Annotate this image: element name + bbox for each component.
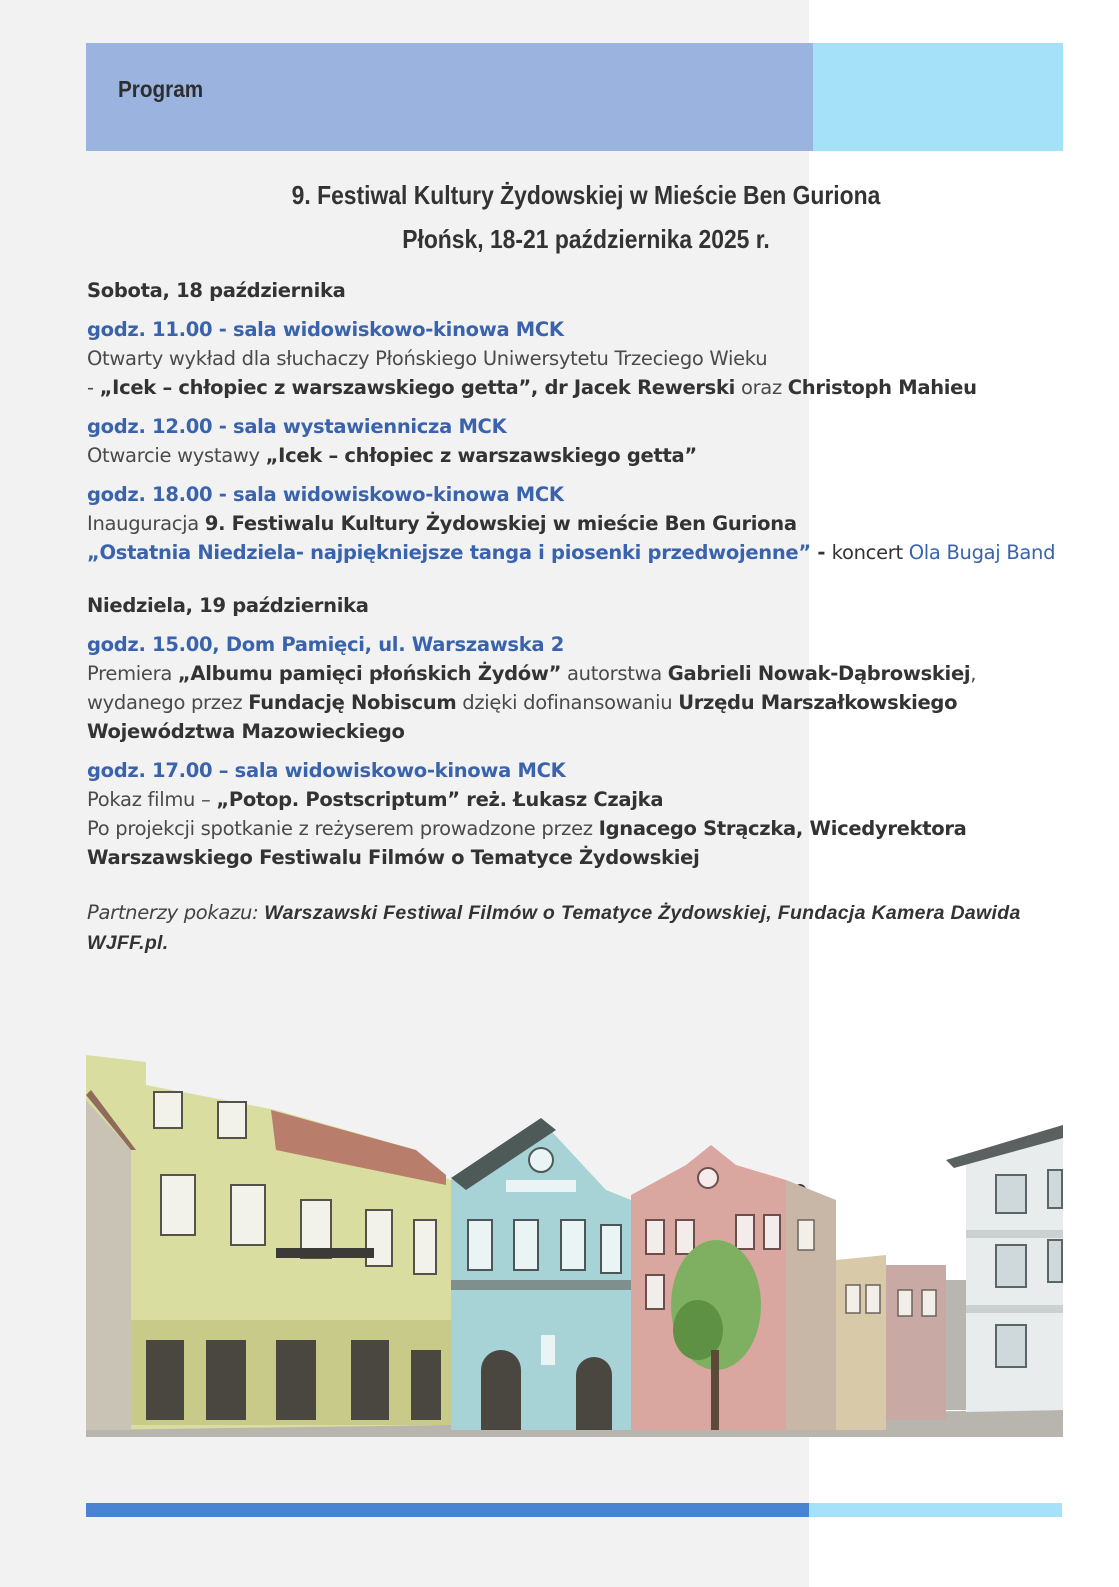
event-time: godz. 12.00 - sala wystawiennicza MCK [87,415,507,438]
event-description: Otwarty wykład dla słuchaczy Płońskiego Uniwersytetu Trzeciego Wieku [87,347,768,370]
event-description: - „Icek – chłopiec z warszawskiego getta”, dr Jacek Rewerski oraz Christoph Mahieu [87,376,977,399]
event-time: godz. 17.00 – sala widowiskowo-kinowa MCK [87,759,566,782]
program-content [87,276,1077,958]
event-item [87,412,1077,470]
event-description: „Ostatnia Niedziela- najpiękniejsze tanga i piosenki przedwojenne” - koncert Ola Bugaj Band [87,541,1056,564]
event-item [87,630,1077,746]
event-time: godz. 11.00 - sala widowiskowo-kinowa MCK [87,318,564,341]
event-description: Warszawskiego Festiwalu Filmów o Tematyce Żydowskiej [87,846,700,869]
event-description: Premiera „Albumu pamięci płońskich Żydów” autorstwa Gabrieli Nowak-Dąbrowskiej, [87,662,977,685]
day-heading: Sobota, 18 października [87,279,346,302]
festival-dates: Płońsk, 18-21 października 2025 r. [402,224,770,254]
event-description: Otwarcie wystawy „Icek – chłopiec z warszawskiego getta” [87,444,697,467]
event-description: wydanego przez Fundację Nobiscum dzięki dofinansowaniu Urzędu Marszałkowskiego [87,691,958,714]
header-bar-accent [813,43,1063,151]
header-label: Program [118,76,204,102]
event-description: Województwa Mazowieckiego [87,720,405,743]
event-time: godz. 15.00, Dom Pamięci, ul. Warszawska 2 [87,633,564,656]
day-heading: Niedziela, 19 października [87,594,369,617]
event-item [87,315,1077,402]
event-item [87,480,1077,567]
event-description: Po projekcji spotkanie z reżyserem prowadzone przez Ignacego Strączka, Wicedyrektora [87,817,967,840]
street-photo [86,1050,1063,1437]
event-time: godz. 18.00 - sala widowiskowo-kinowa MCK [87,483,564,506]
festival-title: 9. Festiwal Kultury Żydowskiej w Mieście Ben Guriona [291,180,881,210]
event-item [87,756,1077,872]
footer-bar [86,1503,809,1517]
event-description: Pokaz filmu – „Potop. Postscriptum” reż. Łukasz Czajka [87,788,664,811]
partners-note: Partnerzy pokazu: Warszawski Festiwal Filmów o Tematyce Żydowskiej, Fundacja Kamera Dawida WJFF.pl. [87,901,1021,954]
event-description: Inauguracja 9. Festiwalu Kultury Żydowskiej w mieście Ben Guriona [87,512,797,535]
footer-bar-accent [809,1503,1062,1517]
